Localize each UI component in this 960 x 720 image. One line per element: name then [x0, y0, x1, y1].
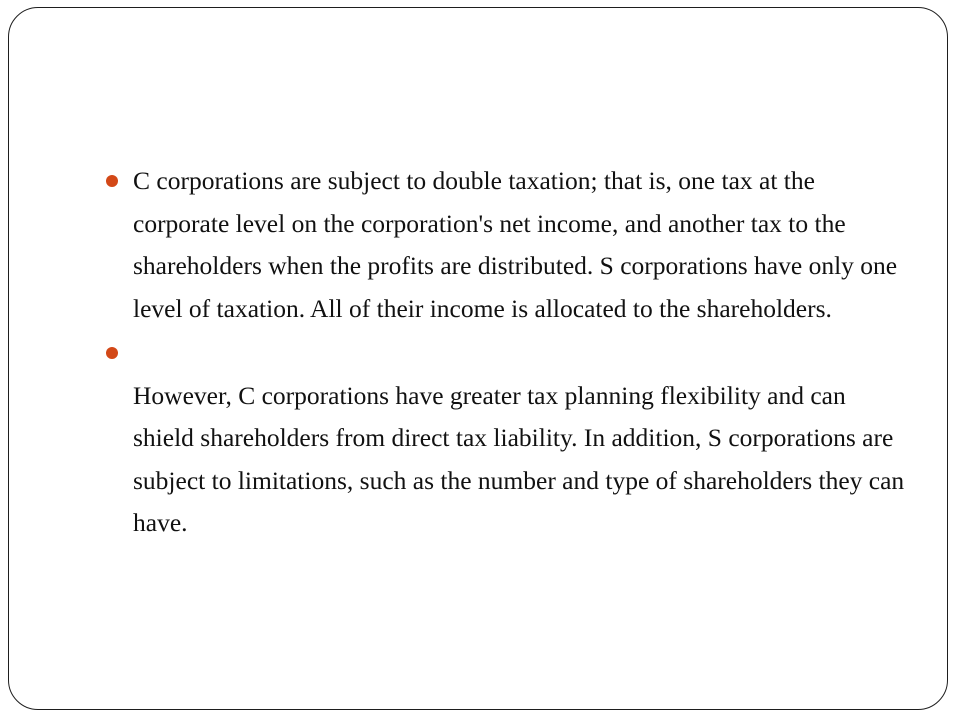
bullet-text: However, C corporations have greater tax planning flexibility and can shield shareholders from direct tax liability. In addition, S corporations are subject to limitations, such as the number and type of shareholders they can have.: [133, 380, 905, 537]
bullet-dot-icon: [106, 175, 118, 187]
bullet-item-double-taxation: [106, 160, 906, 330]
bullet-blank-line: [133, 332, 906, 375]
bullet-text: C corporations are subject to double taxation; that is, one tax at the corporate level on the corporation's net income, and another tax to the shareholders when the profits are distributed. S corporations have only one level of taxation. All of their income is allocated to the shareholders.: [133, 166, 898, 323]
bullet-dot-icon: [106, 347, 118, 359]
bullet-item-flexibility: [106, 332, 906, 545]
bullet-list: [106, 160, 906, 547]
